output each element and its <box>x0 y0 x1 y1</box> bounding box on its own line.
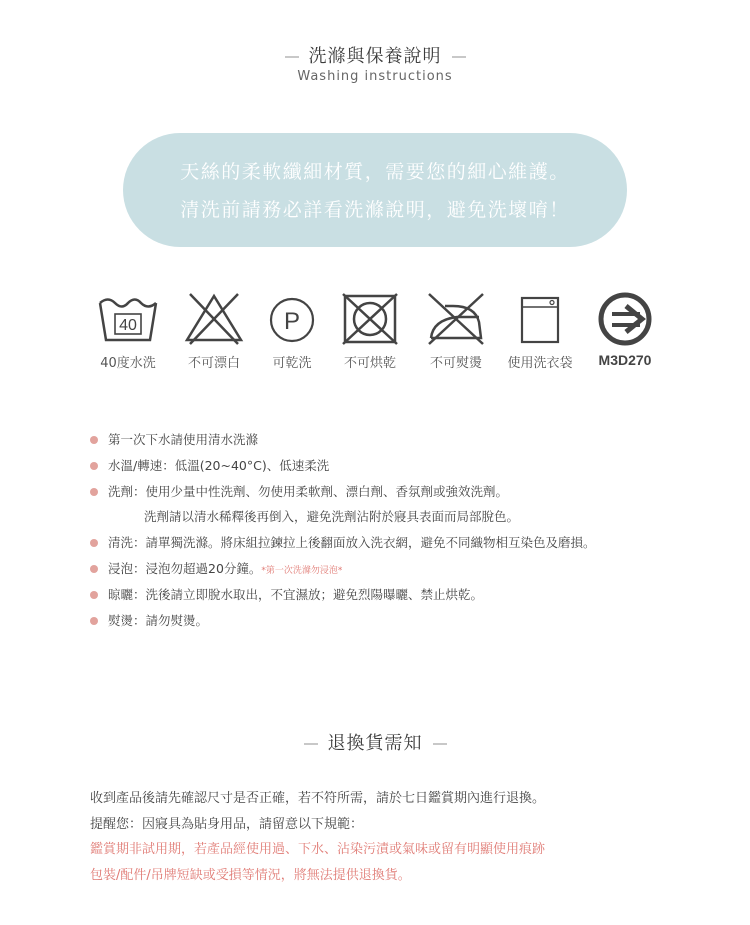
soak-warning-note: *第一次洗滌勿浸泡* <box>261 565 343 576</box>
notice-line-2: 清洗前請務必詳看洗滌說明，避免洗壞唷！ <box>180 199 570 221</box>
return-policy-title-text: 退換貨需知 <box>327 733 423 754</box>
policy-line: 提醒您：因寢具為貼身用品，請留意以下規範： <box>90 816 364 832</box>
bullet-dot <box>90 539 98 547</box>
bullet-dot <box>90 462 98 470</box>
return-policy-title <box>0 729 750 755</box>
care-notice-bubble <box>123 133 627 247</box>
care-item-dry-clean <box>257 290 327 371</box>
care-item-certification <box>590 290 660 368</box>
bullet-dot <box>90 591 98 599</box>
care-label-tumble: 不可烘乾 <box>343 356 396 371</box>
laundry-bag-icon <box>507 290 573 346</box>
bullet-dot <box>90 488 98 496</box>
bullet-dot <box>90 617 98 625</box>
care-item-tumble <box>335 290 405 371</box>
title-divider-left <box>285 56 299 58</box>
no-bleach-icon <box>181 290 247 346</box>
policy-warning-line: 包裝/配件/吊牌短缺或受損等情況，將無法提供退換貨。 <box>90 867 411 883</box>
list-item: 晾曬：洗後請立即脫水取出，不宜濕放；避免烈陽曝曬、禁止烘乾。 <box>90 585 730 611</box>
care-label-laundry-bag: 使用洗衣袋 <box>507 356 573 371</box>
list-item: 水溫/轉速：低溫(20~40°C)、低速柔洗 <box>90 456 730 482</box>
section-title-text: 洗滌與保養說明 <box>308 46 442 67</box>
wash-40-icon <box>95 290 161 346</box>
dry-clean-icon <box>259 290 325 346</box>
care-item-iron <box>421 290 491 371</box>
care-item-bleach <box>179 290 249 371</box>
list-item: 熨燙：請勿熨燙。 <box>90 611 730 637</box>
care-item-wash <box>93 290 163 371</box>
list-item: 浸泡：浸泡勿超過20分鐘。*第一次洗滌勿浸泡* <box>90 559 730 585</box>
certification-code: M3D270 <box>598 352 652 368</box>
care-icon-row <box>0 290 750 380</box>
list-item: 第一次下水請使用清水洗滌 <box>90 430 730 456</box>
return-policy-text <box>90 786 710 888</box>
wash-temp-value: 40 <box>119 317 137 334</box>
bullet-dot <box>90 565 98 573</box>
list-item-continuation: 洗劑請以清水稀釋後再倒入，避免洗劑沾附於寢具表面而局部脫色。 <box>144 509 520 525</box>
title-divider-left <box>304 743 318 745</box>
list-item: 洗劑：使用少量中性洗劑、勿使用柔軟劑、漂白劑、香氛劑或強效洗劑。 <box>90 482 730 508</box>
care-instructions-list <box>90 430 730 636</box>
section-subtitle: Washing instructions <box>297 69 453 84</box>
policy-line: 收到產品後請先確認尺寸是否正確，若不符所需，請於七日鑑賞期內進行退換。 <box>90 791 546 806</box>
care-label-wash: 40度水洗 <box>100 356 156 371</box>
care-label-iron: 不可熨燙 <box>429 356 482 371</box>
no-tumble-dry-icon <box>337 290 403 346</box>
care-item-laundry-bag <box>505 290 575 371</box>
section-title <box>0 42 750 68</box>
dry-clean-letter: P <box>283 308 301 335</box>
list-item: 清洗：請單獨洗滌。將床組拉鍊拉上後翻面放入洗衣網，避免不同織物相互染色及磨損。 <box>90 533 730 559</box>
care-label-bleach: 不可漂白 <box>187 356 240 371</box>
title-divider-right <box>452 56 466 58</box>
policy-warning-line: 鑑賞期非試用期，若產品經使用過、下水、沾染污漬或氣味或留有明顯使用痕跡 <box>90 842 546 858</box>
notice-line-1: 天絲的柔軟纖細材質，需要您的細心維護。 <box>180 161 570 183</box>
no-iron-icon <box>423 290 489 346</box>
title-divider-right <box>433 743 447 745</box>
certification-mark-icon <box>592 290 658 346</box>
bullet-dot <box>90 436 98 444</box>
care-label-dry-clean: 可乾洗 <box>272 356 312 371</box>
